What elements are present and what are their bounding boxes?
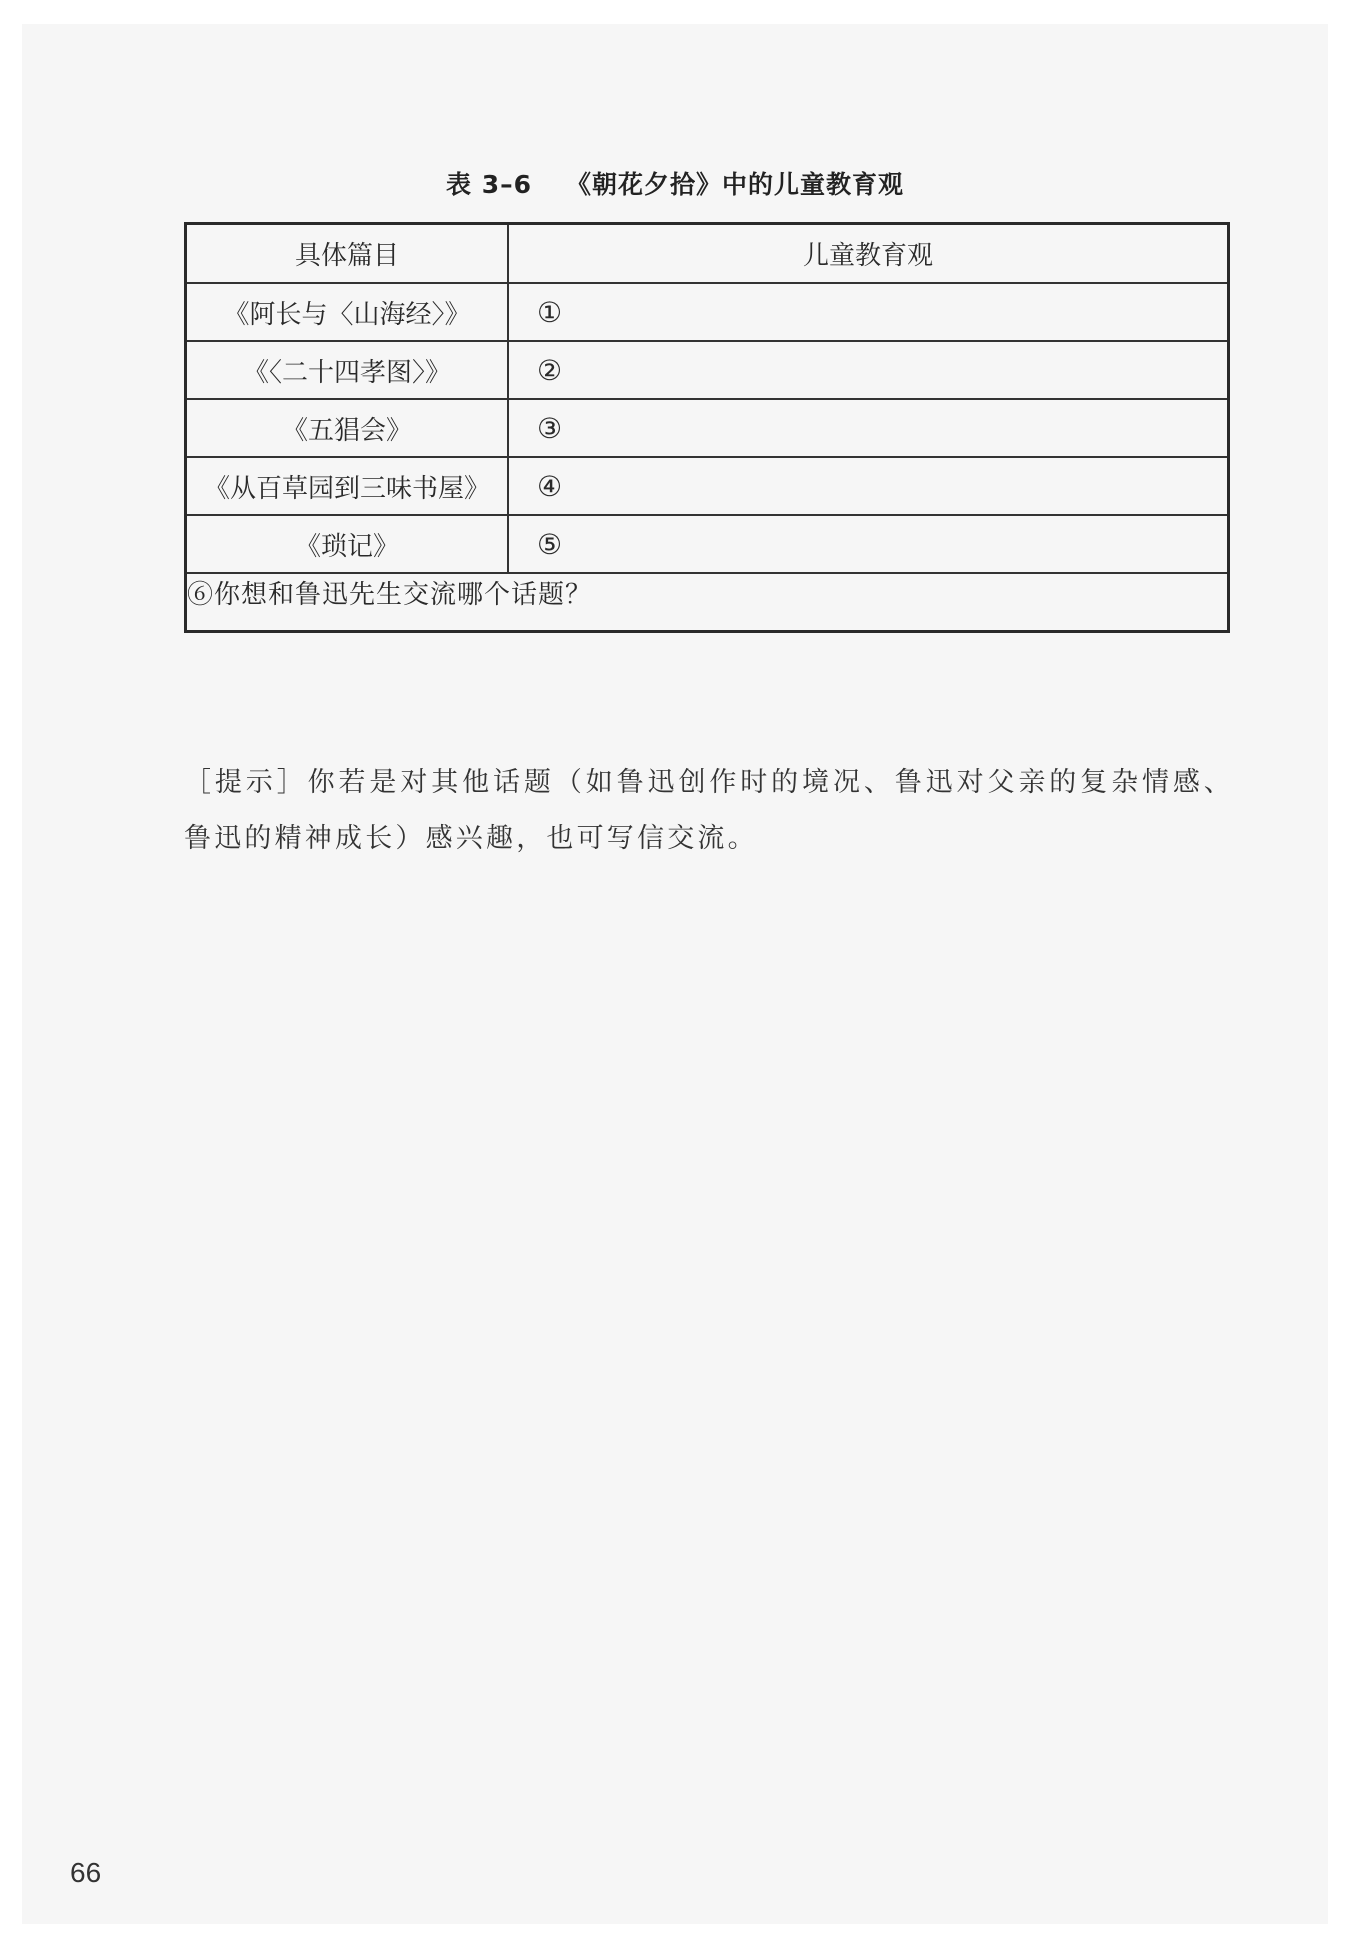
page-number: 66 <box>70 1857 102 1888</box>
answer-number: ④ <box>537 469 563 503</box>
header-education-view: 儿童教育观 <box>508 224 1229 284</box>
table-row <box>186 399 1229 457</box>
chapter-title: 《五猖会》 <box>186 399 509 457</box>
table-row <box>186 515 1229 573</box>
table-caption <box>0 165 1350 201</box>
table-title: 《朝花夕拾》中的儿童教育观 <box>565 170 904 199</box>
answer-number: ⑤ <box>537 527 563 561</box>
chapter-title: 《〈二十四孝图〉》 <box>186 341 509 399</box>
chapter-title: 《阿长与〈山海经〉》 <box>186 283 509 341</box>
table-row <box>186 341 1229 399</box>
question-text: ⑥你想和鲁迅先生交流哪个话题？ <box>187 580 593 610</box>
answer-cell[interactable] <box>508 515 1229 573</box>
chapter-title: 《琐记》 <box>186 515 509 573</box>
question-row <box>186 573 1229 632</box>
answer-cell[interactable] <box>508 457 1229 515</box>
answer-cell[interactable] <box>508 283 1229 341</box>
table-number: 表 3–6 <box>445 170 532 199</box>
table-row <box>186 457 1229 515</box>
header-chapter: 具体篇目 <box>186 224 509 284</box>
hint-paragraph: ［提示］你若是对其他话题（如鲁迅创作时的境况、鲁迅对父亲的复杂情感、鲁迅的精神成长）感兴趣，也可写信交流。 <box>184 767 1234 854</box>
chapter-title: 《从百草园到三味书屋》 <box>186 457 509 515</box>
answer-cell[interactable] <box>508 399 1229 457</box>
answer-number: ① <box>537 295 563 329</box>
table-row <box>186 283 1229 341</box>
answer-number: ③ <box>537 411 563 445</box>
table-header-row <box>186 224 1229 284</box>
answer-number: ② <box>537 353 563 387</box>
education-view-table <box>184 222 1230 633</box>
answer-cell[interactable] <box>508 341 1229 399</box>
question-cell[interactable] <box>186 573 1229 632</box>
